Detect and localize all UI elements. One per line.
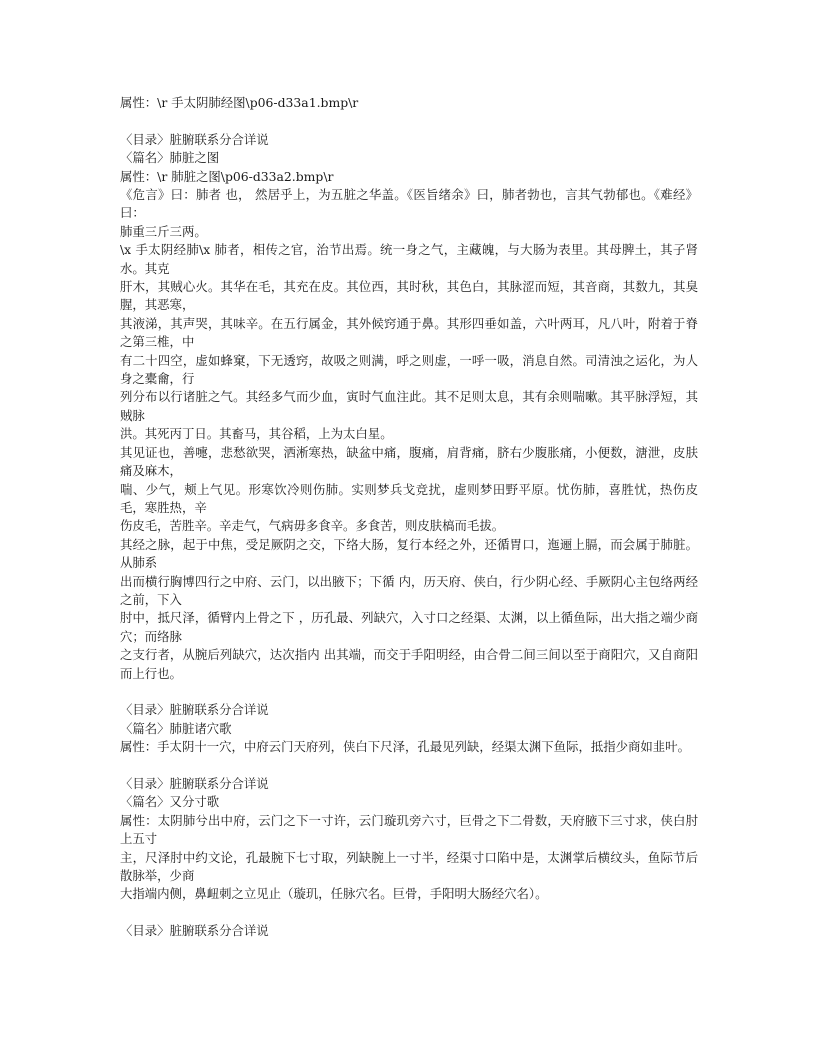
- paragraph-line: 《危言》曰：肺者 也， 然居乎上，为五脏之华盖。《医旨绪余》曰，肺者勃也，言其气勃郁也。《难经》曰：: [120, 187, 698, 221]
- paragraph-line: 肘中，抵尺泽，循臂内上骨之下 ，历孔最、列缺穴，入寸口之经渠、太渊，以上循鱼际，出大指之端少商穴；而络脉: [120, 610, 698, 644]
- blank-line: [120, 112, 698, 130]
- paragraph-line: 其见证也，善嚏，悲愁欲哭，洒淅寒热，缺盆中痛，腹痛，肩背痛，脐右少腹胀痛，小便数，溏泄，皮肤痛及麻木，: [120, 444, 698, 479]
- paragraph-line: 之支行者，从腕后列缺穴，达次指内 出其端，而交于手阳明经，由合骨二间三间以至于商阳穴，又自商阳而上行也。: [120, 647, 698, 681]
- attribute-line: 属性：太阴肺兮出中府，云门之下一寸许，云门璇玑旁六寸，巨骨之下二骨数，天府腋下三寸求，侠白肘上五寸: [120, 812, 698, 847]
- catalog-line: 〈目录〉脏腑联系分合详说: [120, 775, 269, 791]
- paragraph-line: 喘、少气，颊上气见。形寒饮冷则伤肺。实则梦兵戈竞扰，虚则梦田野平原。忧伤肺，喜胜忧，热伤皮毛，寒胜热，辛: [120, 481, 698, 515]
- paragraph-line: 其经之脉，起于中焦，受足厥阴之交，下络大肠，复行本经之外，还循胃口，迤逦上膈，而会属于肺脏。从肺系: [120, 536, 698, 571]
- blank-line: [120, 683, 698, 701]
- chapter-title-line: 〈篇名〉肺脏诸穴歌: [120, 720, 232, 736]
- paragraph-line: 其液涕，其声哭，其味辛。在五行属金，其外候窍通于鼻。其形四垂如盖，六叶两耳，凡八叶，附着于脊之第三椎，中: [120, 315, 698, 350]
- document-body: [120, 94, 698, 941]
- attribute-line: 属性：\r 手太阴肺经图\p06-d33a1.bmp\r: [120, 95, 359, 110]
- paragraph-line: 洪。其死丙丁日。其畜马，其谷稻，上为太白星。: [120, 426, 393, 442]
- paragraph-line: 有二十四空，虚如蜂窠，下无透窍，故吸之则满，呼之则虚，一呼一吸，消息自然。司清浊之运化，为人身之橐龠，行: [120, 352, 698, 387]
- paragraph-line: 列分布以行诸脏之气。其经多气而少血，寅时气血注此。其不足则太息，其有余则喘嗽。其平脉浮短，其贼脉: [120, 389, 698, 423]
- paragraph-line: 伤皮毛，苦胜辛。辛走气，气病毋多食辛。多食苦，则皮肤槁而毛拔。: [120, 518, 505, 534]
- chapter-title-line: 〈篇名〉肺脏之图: [120, 150, 220, 166]
- attribute-line: 属性：\r 肺脏之图\p06-d33a2.bmp\r: [120, 168, 334, 184]
- paragraph-line: \x 手太阴经肺\x 肺者，相传之官，治节出焉。统一身之气，主藏魄，与大肠为表里。其母脾土，其子肾水。其克: [120, 242, 698, 276]
- paragraph-line: 主，尺泽肘中约文论，孔最腕下七寸取，列缺腕上一寸半，经渠寸口陷中是，太渊掌后横纹头，鱼际节后散脉举，少商: [120, 849, 698, 884]
- chapter-title-line: 〈篇名〉又分寸歌: [120, 794, 220, 810]
- paragraph-line: 肝木，其贼心火。其华在毛，其充在皮。其位西，其时秋，其色白，其脉涩而短，其音商，其数九，其臭腥，其恶寒，: [120, 279, 698, 313]
- attribute-line: 属性：手太阴十一穴，中府云门天府列，侠白下尺泽，孔最见列缺，经渠太渊下鱼际，抵指少商如韭叶。: [120, 739, 690, 755]
- blank-line: [120, 904, 698, 922]
- catalog-line: 〈目录〉脏腑联系分合详说: [120, 923, 269, 939]
- catalog-line: 〈目录〉脏腑联系分合详说: [120, 131, 269, 147]
- paragraph-line: 大指端内侧，鼻衄刺之立见止（璇玑，任脉穴名。巨骨，手阳明大肠经穴名）。: [120, 886, 548, 902]
- paragraph-line: 出而横行胸博四行之中府、云门，以出腋下；下循 内，历天府、侠白，行少阴心经、手厥阴心主包络两经之前，下入: [120, 573, 698, 607]
- paragraph-line: 肺重三斤三两。: [120, 223, 207, 239]
- blank-line: [120, 757, 698, 775]
- catalog-line: 〈目录〉脏腑联系分合详说: [120, 702, 269, 718]
